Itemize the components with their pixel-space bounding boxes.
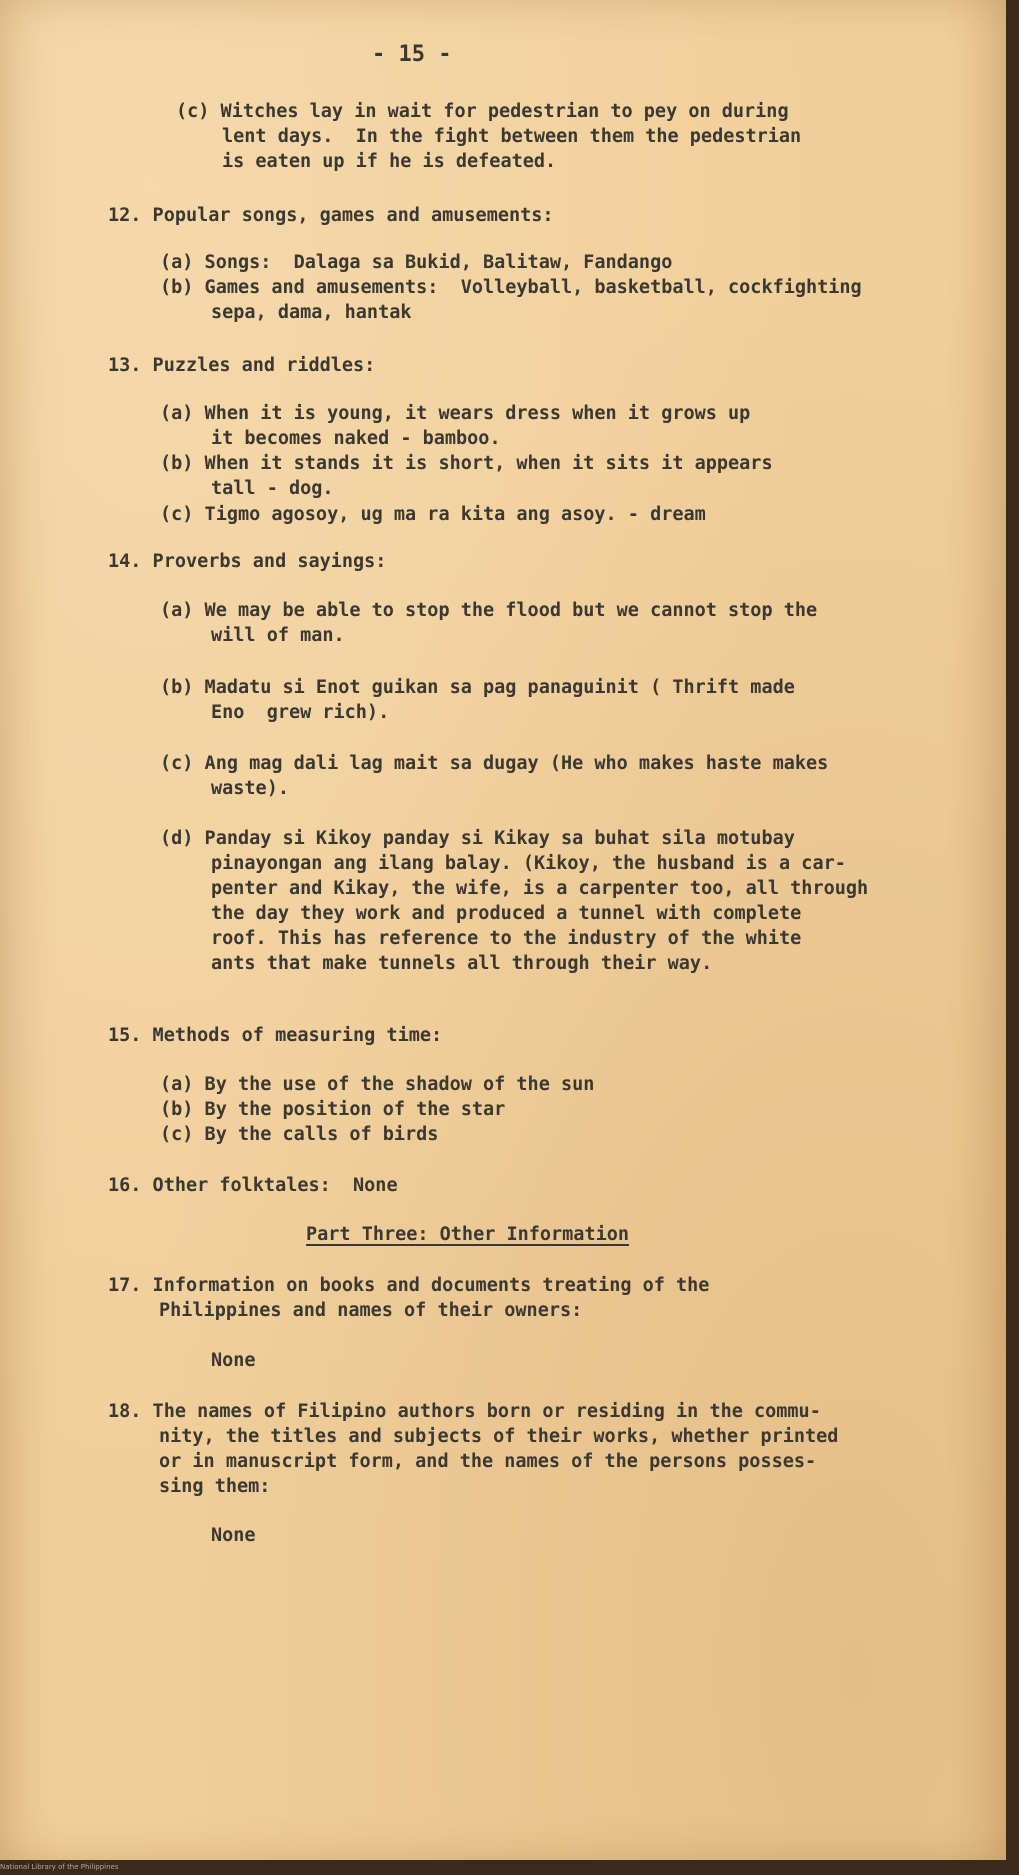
section-11-item-c-line-1: (c) Witches lay in wait for pedestrian to pey on during bbox=[176, 101, 789, 122]
section-14-item-d-line-1: (d) Panday si Kikoy panday si Kikay sa buhat sila motubay bbox=[160, 828, 795, 849]
section-13-item-a-line-2: it becomes naked - bamboo. bbox=[211, 428, 501, 449]
page-number: - 15 - bbox=[372, 42, 452, 67]
section-15-heading: 15. Methods of measuring time: bbox=[108, 1025, 443, 1046]
section-13-item-c: (c) Tigmo agosoy, ug ma ra kita ang asoy. - dream bbox=[160, 504, 706, 525]
section-18-heading-line-1: 18. The names of Filipino authors born or residing in the commu- bbox=[108, 1401, 821, 1422]
section-14-item-d-line-3: penter and Kikay, the wife, is a carpenter too, all through bbox=[211, 878, 869, 899]
section-11-item-c-line-2: lent days. In the fight between them the pedestrian bbox=[222, 126, 802, 147]
section-17-answer: None bbox=[211, 1350, 256, 1371]
section-14-heading: 14. Proverbs and sayings: bbox=[108, 551, 387, 572]
section-12-item-b-line-1: (b) Games and amusements: Volleyball, basketball, cockfighting bbox=[160, 277, 862, 298]
section-15-item-a: (a) By the use of the shadow of the sun bbox=[160, 1074, 595, 1095]
section-14-item-a-line-2: will of man. bbox=[211, 625, 345, 646]
section-14-item-b-line-2: Eno grew rich). bbox=[211, 702, 390, 723]
part-three-heading: Part Three: Other Information bbox=[306, 1224, 630, 1245]
section-13-item-b-line-1: (b) When it stands it is short, when it sits it appears bbox=[160, 453, 773, 474]
section-18-heading-line-4: sing them: bbox=[159, 1476, 271, 1497]
section-14-item-b-line-1: (b) Madatu si Enot guikan sa pag panaguinit ( Thrift made bbox=[160, 677, 795, 698]
section-12-heading: 12. Popular songs, games and amusements: bbox=[108, 205, 554, 226]
section-13-heading: 13. Puzzles and riddles: bbox=[108, 355, 376, 376]
section-12-item-a: (a) Songs: Dalaga sa Bukid, Balitaw, Fandango bbox=[160, 252, 673, 273]
library-footer: National Library of the Philippines bbox=[0, 1863, 119, 1871]
section-17-heading-line-2: Philippines and names of their owners: bbox=[159, 1300, 583, 1321]
section-12-item-b-line-2: sepa, dama, hantak bbox=[211, 302, 412, 323]
section-14-item-c-line-1: (c) Ang mag dali lag mait sa dugay (He who makes haste makes bbox=[160, 753, 829, 774]
section-13-item-a-line-1: (a) When it is young, it wears dress when it grows up bbox=[160, 403, 751, 424]
section-15-item-b: (b) By the position of the star bbox=[160, 1099, 506, 1120]
section-18-heading-line-2: nity, the titles and subjects of their works, whether printed bbox=[159, 1426, 839, 1447]
section-15-item-c: (c) By the calls of birds bbox=[160, 1124, 439, 1145]
section-18-answer: None bbox=[211, 1525, 256, 1546]
section-13-item-b-line-2: tall - dog. bbox=[211, 478, 334, 499]
section-14-item-c-line-2: waste). bbox=[211, 778, 289, 799]
section-14-item-d-line-2: pinayongan ang ilang balay. (Kikoy, the husband is a car- bbox=[211, 853, 846, 874]
section-17-heading-line-1: 17. Information on books and documents treating of the bbox=[108, 1275, 710, 1296]
section-14-item-d-line-6: ants that make tunnels all through their way. bbox=[211, 953, 713, 974]
section-14-item-d-line-4: the day they work and produced a tunnel with complete bbox=[211, 903, 802, 924]
section-18-heading-line-3: or in manuscript form, and the names of the persons posses- bbox=[159, 1451, 817, 1472]
section-16-heading: 16. Other folktales: None bbox=[108, 1175, 398, 1196]
section-11-item-c-line-3: is eaten up if he is defeated. bbox=[222, 151, 557, 172]
section-14-item-d-line-5: roof. This has reference to the industry of the white bbox=[211, 928, 802, 949]
section-14-item-a-line-1: (a) We may be able to stop the flood but we cannot stop the bbox=[160, 600, 818, 621]
